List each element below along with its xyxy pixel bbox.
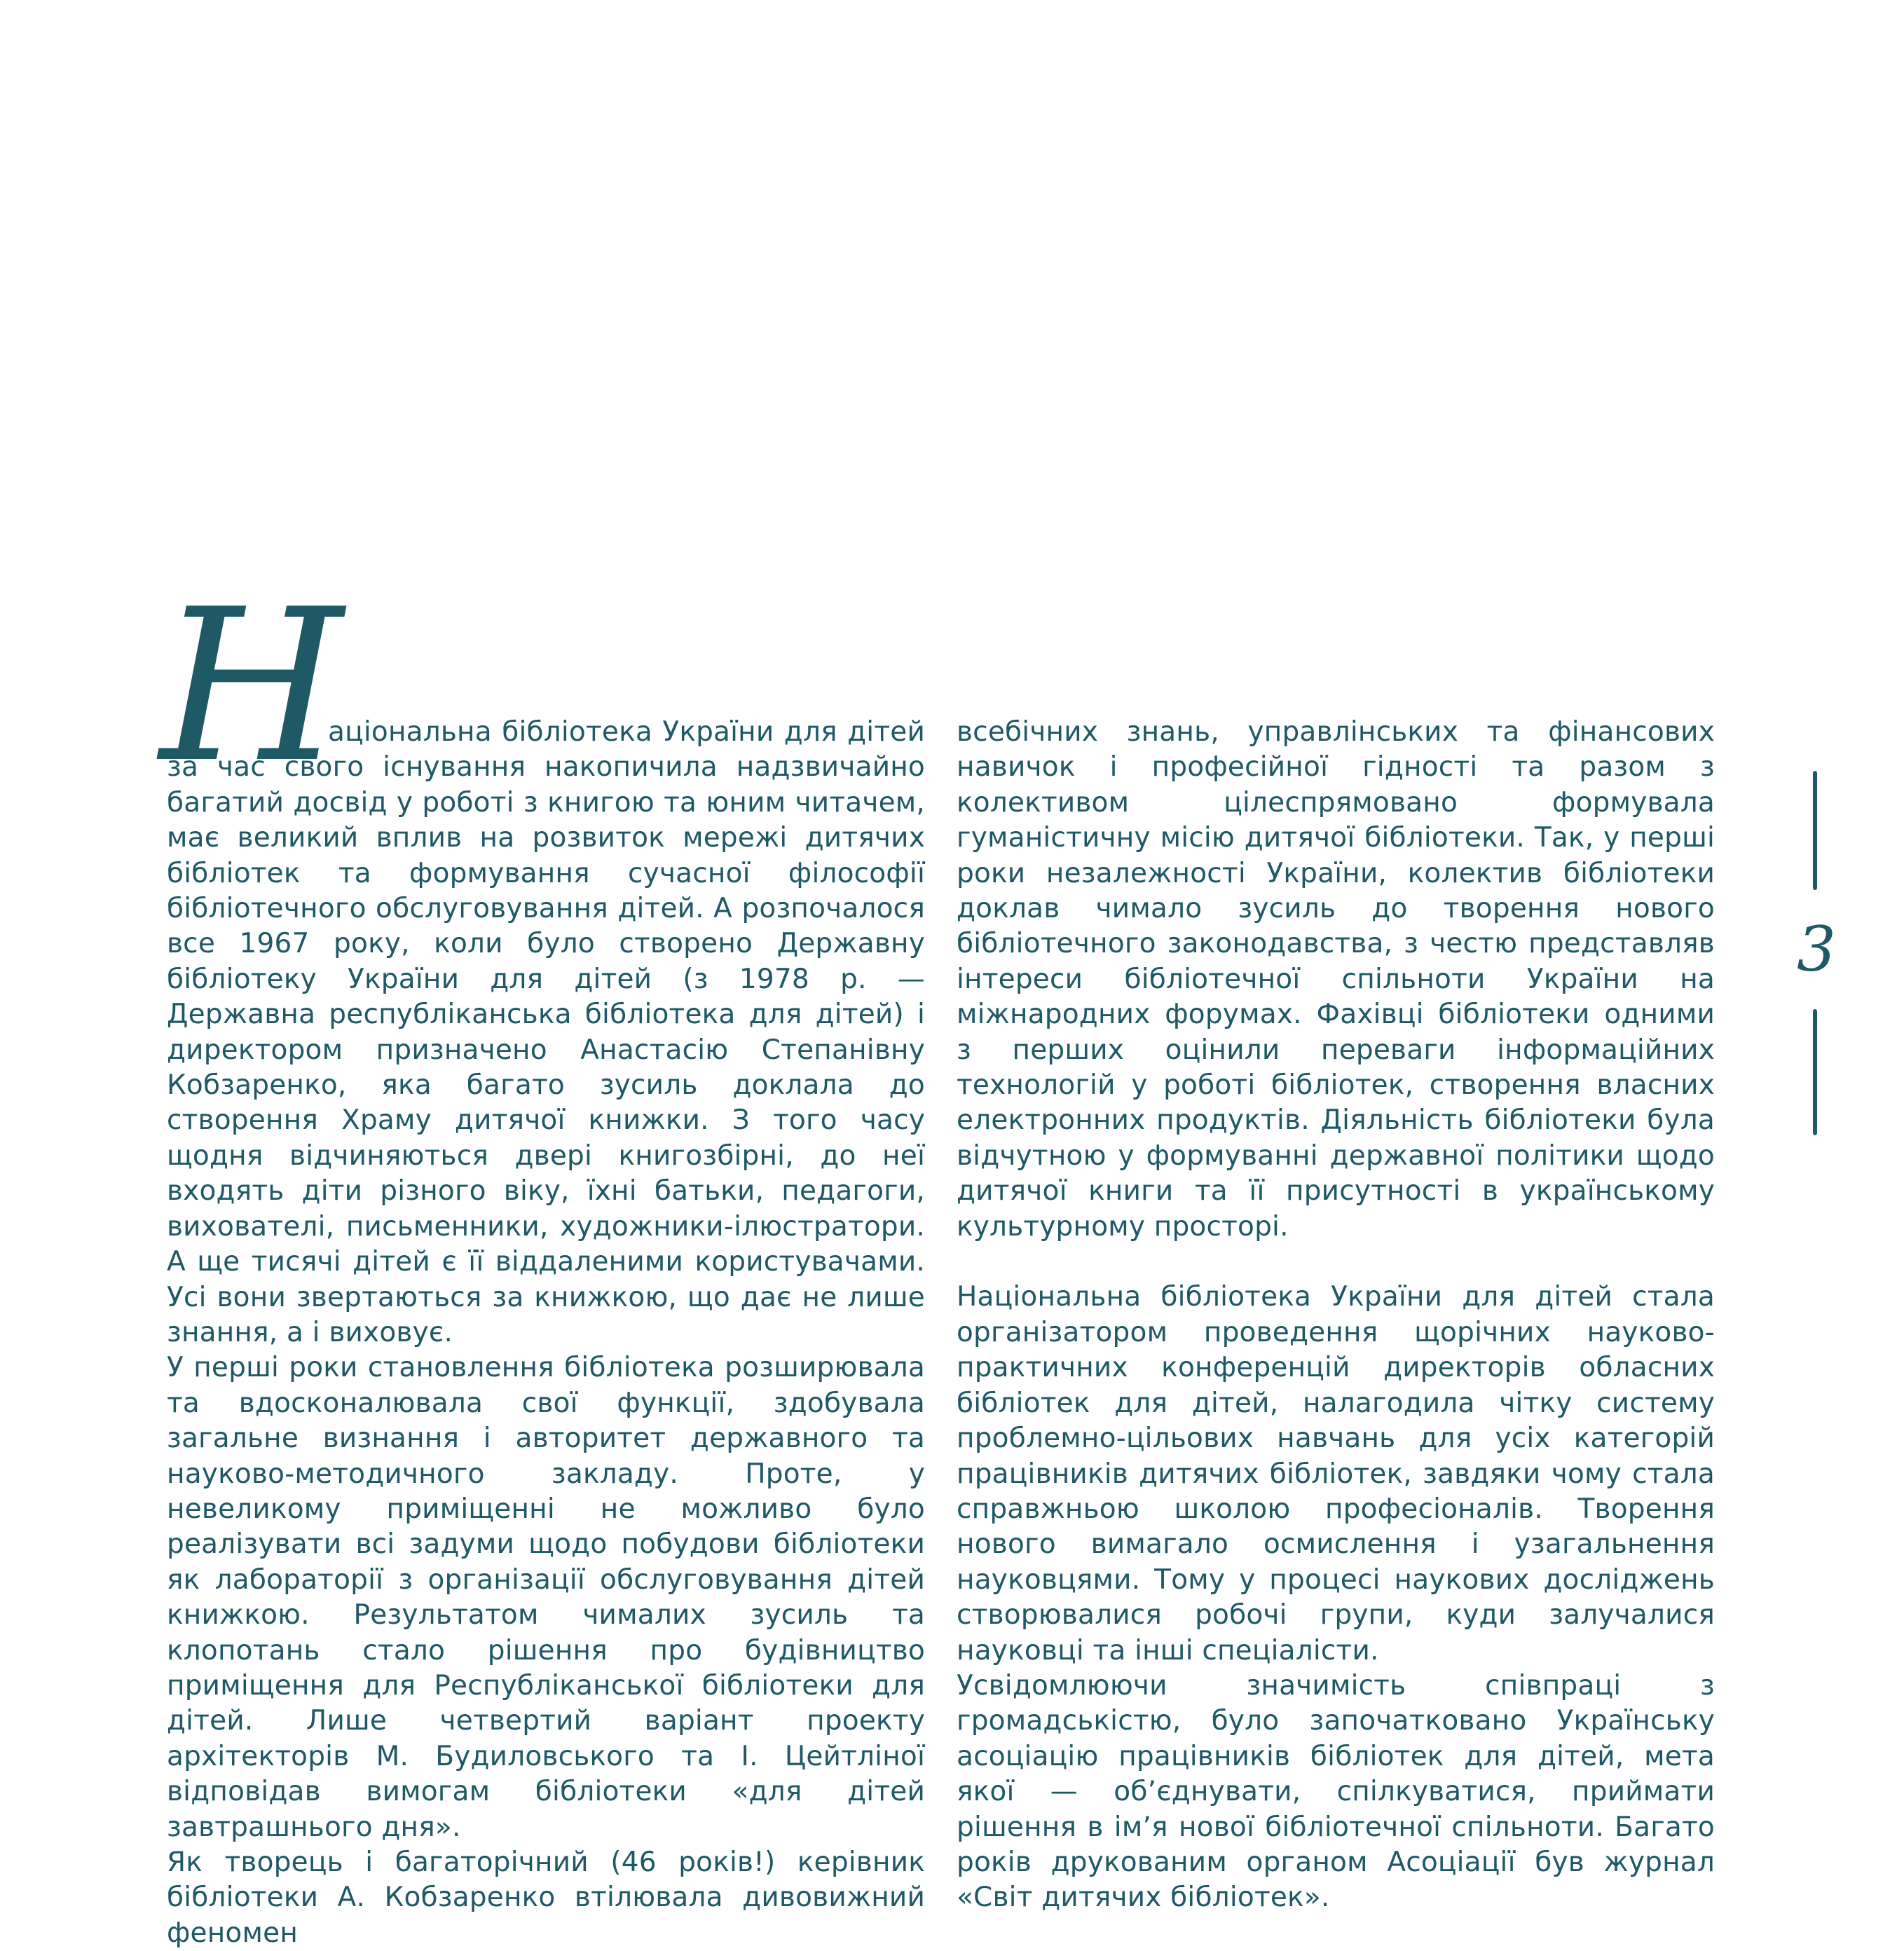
paragraph-independence: всебічних знань, управлінських та фінансових навичок і професійної гідності та разом з колективом цілеспрямовано формувала гуманістичну місію дитячої бібліотеки. Так, у перші роки незалежності України, колектив бібліотеки доклав чимало зусиль до творення нового бібліотечного законодавства, з честю представляв інтереси бібліотечної спільноти України на міжнародних форумах. Фахівці бібліотеки одними з перших оцінили переваги інформаційних технологій у роботі бібліотек, створення власних електронних продуктів. Діяльність бібліотеки була відчутною у формуванні державної політики щодо дитячої книги та її присутності в українському культурному просторі.: [957, 716, 1715, 1243]
paragraph-creator: Як творець і багаторічний (46 років!) керівник бібліотеки А. Кобзаренко втілювала дивовижний феномен: [167, 1847, 925, 1949]
page-marker-bottom-rule: [1813, 1009, 1817, 1135]
drop-cap: Н: [160, 564, 343, 809]
paragraph-spacer: [957, 1245, 1715, 1280]
page-number: 3: [1797, 913, 1836, 985]
paragraph-association: Усвідомлюючи значимість співпраці з громадськістю, було започатковано Українську асоціацію працівників бібліотек для дітей, мета якої — об’єднувати, спілкуватися, приймати рішення в ім’я нової бібліотечної спільноти. Багато років друкованим органом Асоціації був журнал «Світ дитячих бібліотек».: [957, 1669, 1715, 1914]
paragraph-early-years: У перші роки становлення бібліотека розширювала та вдосконалювала свої функції, здобувала загальне визнання і авторитет державного та науково-методичного закладу. Проте, у невеликому приміщенні не можливо було реалізувати всі задуми щодо побудови бібліотеки як лабораторії з організації обслуговування дітей книжкою. Результатом чималих зусиль та клопотань стало рішення про будівництво приміщення для Республіканської бібліотеки для дітей. Лише четвертий варіант проекту архітекторів М. Будиловського та І. Цейтліної відповідав вимогам бібліотеки «для дітей завтрашнього дня».: [167, 1352, 925, 1843]
right-column: [957, 715, 1715, 1916]
paragraph-conferences: Національна бібліотека України для дітей стала організатором проведення щорічних науково-практичних конференцій директорів обласних бібліотек для дітей, налагодила чітку систему проблемно-цільових навчань для усіх категорій працівників дитячих бібліотек, завдяки чому стала справжньою школою професіоналів. Творення нового вимагало осмислення і узагальнення науковцями. Тому у процесі наукових досліджень створювалися робочі групи, куди залучалися науковці та інші спеціалісти.: [957, 1281, 1715, 1666]
left-column: [167, 715, 925, 1951]
page-marker-top-rule: [1813, 771, 1817, 890]
page-number-marker: [1797, 771, 1836, 1135]
paragraph-intro: аціональна бібліотека України для дітей за час свого існування накопичила надзвичайно багатий досвід у роботі з книгою та юним читачем, має великий вплив на розвиток мережі дитячих бібліотек та формування сучасної філософії бібліотечного обслуговування дітей. А розпочалося все 1967 року, коли було створено Державну бібліотеку України для дітей (з 1978 р. — Державна республіканська бібліотека для дітей) і директором призначено Анастасію Степанівну Кобзаренко, яка багато зусиль доклала до створення Храму дитячої книжки. З того часу щодня відчиняються двері книгозбірні, до неї входять діти різного віку, їхні батьки, педагоги, вихователі, письменники, художники-ілюстратори. А ще тисячі дітей є її віддаленими користувачами. Усі вони звертаються за книжкою, що дає не лише знання, а і виховує.: [167, 716, 925, 1348]
